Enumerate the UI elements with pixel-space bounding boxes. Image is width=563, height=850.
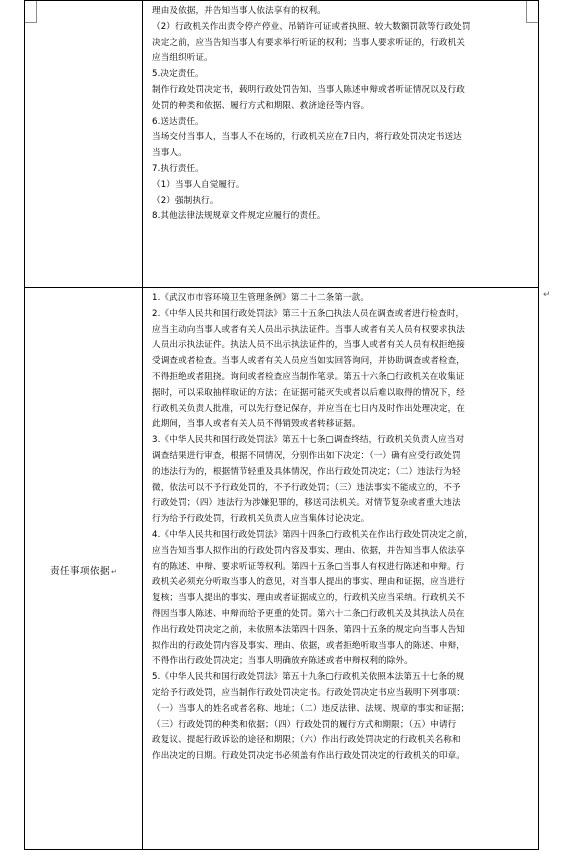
text-line: （2）强制执行。 (152, 195, 219, 206)
text-line: 理由及依据，并告知当事人依法享有的权利。 (152, 6, 326, 16)
text-line: （2）行政机关作出责令停产停业、吊销许可证或者执照、较大数额罚款等行政处罚 (152, 21, 471, 32)
responsibility-text (143, 1, 538, 225)
text-line: 政复议、提起行政诉讼的途径和期限；（六）作出行政处罚决定的行政机关名称和 (152, 735, 461, 746)
text-line: 处罚的种类和依据、履行方式和期限、救济途径等内容。 (152, 100, 370, 111)
text-line: 人员出示执法证件。执法人员不出示执法证件的，当事人或者有关人员有权拒绝接 (152, 340, 465, 351)
text-line: 不得作出行政处罚决定；当事人明确放弃陈述或者申辩权利的除外。 (152, 656, 413, 667)
section-label: 责任事项依据 (50, 566, 111, 577)
empty-label-cell (25, 1, 143, 288)
text-line: 微，依法可以不予行政处罚的，不予行政处罚；（三）违法事实不能成立的，不予 (152, 482, 461, 493)
table-row (25, 1, 539, 288)
text-line: 应当告知当事人拟作出的行政处罚内容及事实、理由、依据，并告知当事人依法享 (152, 545, 465, 556)
text-line: 得因当事人陈述、申辩而给予更重的处罚。第六十二条□行政机关及其执法人员在 (152, 608, 465, 619)
text-line: （1）当事人自觉履行。 (152, 179, 245, 190)
text-line: 制作行政处罚决定书，载明行政处罚告知、当事人陈述申辩或者听证情况以及行政 (152, 84, 465, 95)
text-line: 调查结果进行审查，根据不同情况，分别作出如下决定：（一）确有应受行政处罚 (152, 450, 461, 461)
text-line: 拟作出的行政处罚内容及事实、理由、依据，或者拒绝听取当事人的陈述、申辩， (152, 640, 465, 651)
section-label-cell: 责任事项依据↵ (25, 288, 143, 850)
text-line: 的违法行为的，根据情节轻重及具体情况，作出行政处罚决定；（二）违法行为轻 (152, 466, 461, 477)
text-line: 定给予行政处罚，应当制作行政处罚决定书。行政处罚决定书应当载明下列事项： (152, 687, 465, 698)
table-row (25, 288, 539, 850)
text-line: 不得拒绝或者阻挠。询问或者检查应当制作笔录。第五十六条□行政机关在收集证 (152, 371, 465, 382)
text-line: 5.决定责任。 (152, 69, 204, 80)
text-line: 1.《武汉市市容环境卫生管理条例》第二十二条第一款。 (152, 293, 370, 303)
text-line: 应当主动向当事人或者有关人员出示执法证件。当事人或者有关人员有权要求执法 (152, 324, 465, 335)
text-line: 作出行政处罚决定之前，未依照本法第四十四条、第四十五条的规定向当事人告知 (152, 624, 465, 635)
text-line: 此期间，当事人或者有关人员不得销毁或者转移证据。 (152, 419, 361, 430)
text-line: 4.《中华人民共和国行政处罚法》第四十四条□行政机关在作出行政处罚决定之前， (152, 529, 473, 540)
text-line: 应当组织听证。 (152, 53, 213, 64)
text-line: 当场交付当事人，当事人不在场的，行政机关应在7日内，将行政处罚决定书送达 (152, 132, 462, 143)
text-line: 行政处罚；（四）违法行为涉嫌犯罪的，移送司法机关。对情节复杂或者重大违法 (152, 498, 461, 509)
responsibility-table (24, 0, 539, 850)
text-line: 2.《中华人民共和国行政处罚法》第三十五条□执法人员在调查或者进行检查时， (152, 308, 465, 319)
text-line: 行政机关负责人批准，可以先行登记保存，并应当在七日内及时作出处理决定，在 (152, 403, 465, 414)
text-line: （三）行政处罚的种类和依据；（四）行政处罚的履行方式和期限；（五）申请行 (152, 719, 457, 730)
text-line: 政机关必须充分听取当事人的意见，对当事人提出的事实、理由和证据，应当进行 (152, 577, 465, 588)
text-line: 复核；当事人提出的事实、理由或者证据成立的，行政机关应当采纳。行政机关不 (152, 593, 465, 604)
text-line: 6.送达责任。 (152, 116, 204, 127)
text-line: 行为给予行政处罚，行政机关负责人应当集体讨论决定。 (152, 514, 370, 525)
text-line: 有的陈述、申辩、要求听证等权利。第四十五条□当事人有权进行陈述和申辩。行 (152, 561, 465, 572)
text-line: 3.《中华人民共和国行政处罚法》第五十七条□调查终结，行政机关负责人应当对 (152, 435, 465, 446)
text-line: （一）当事人的姓名或者名称、地址；（二）违反法律、法规、规章的事实和证据； (152, 703, 470, 714)
text-line: 8.其他法律法规规章文件规定应履行的责任。 (152, 211, 326, 222)
responsibility-content-cell (143, 1, 539, 288)
basis-content-cell (143, 288, 539, 850)
text-line: 当事人。 (152, 148, 187, 159)
text-line: 据时，可以采取抽样取证的方法；在证据可能灭失或者以后难以取得的情况下，经 (152, 387, 465, 398)
row-end-mark: ↵ (543, 290, 551, 300)
text-line: 决定之前，应当告知当事人有要求举行听证的权利；当事人要求听证的，行政机关 (152, 37, 465, 48)
text-line: 受调查或者检查。当事人或者有关人员应当如实回答询问，并协助调查或者检查， (152, 356, 465, 367)
basis-text (143, 288, 538, 765)
text-line: 作出决定的日期。行政处罚决定书必须盖有作出行政处罚决定的行政机关的印章。 (152, 751, 465, 762)
text-line: 5.《中华人民共和国行政处罚法》第五十九条□行政机关依照本法第五十七条的规 (152, 672, 465, 683)
text-line: 7.执行责任。 (152, 163, 204, 174)
